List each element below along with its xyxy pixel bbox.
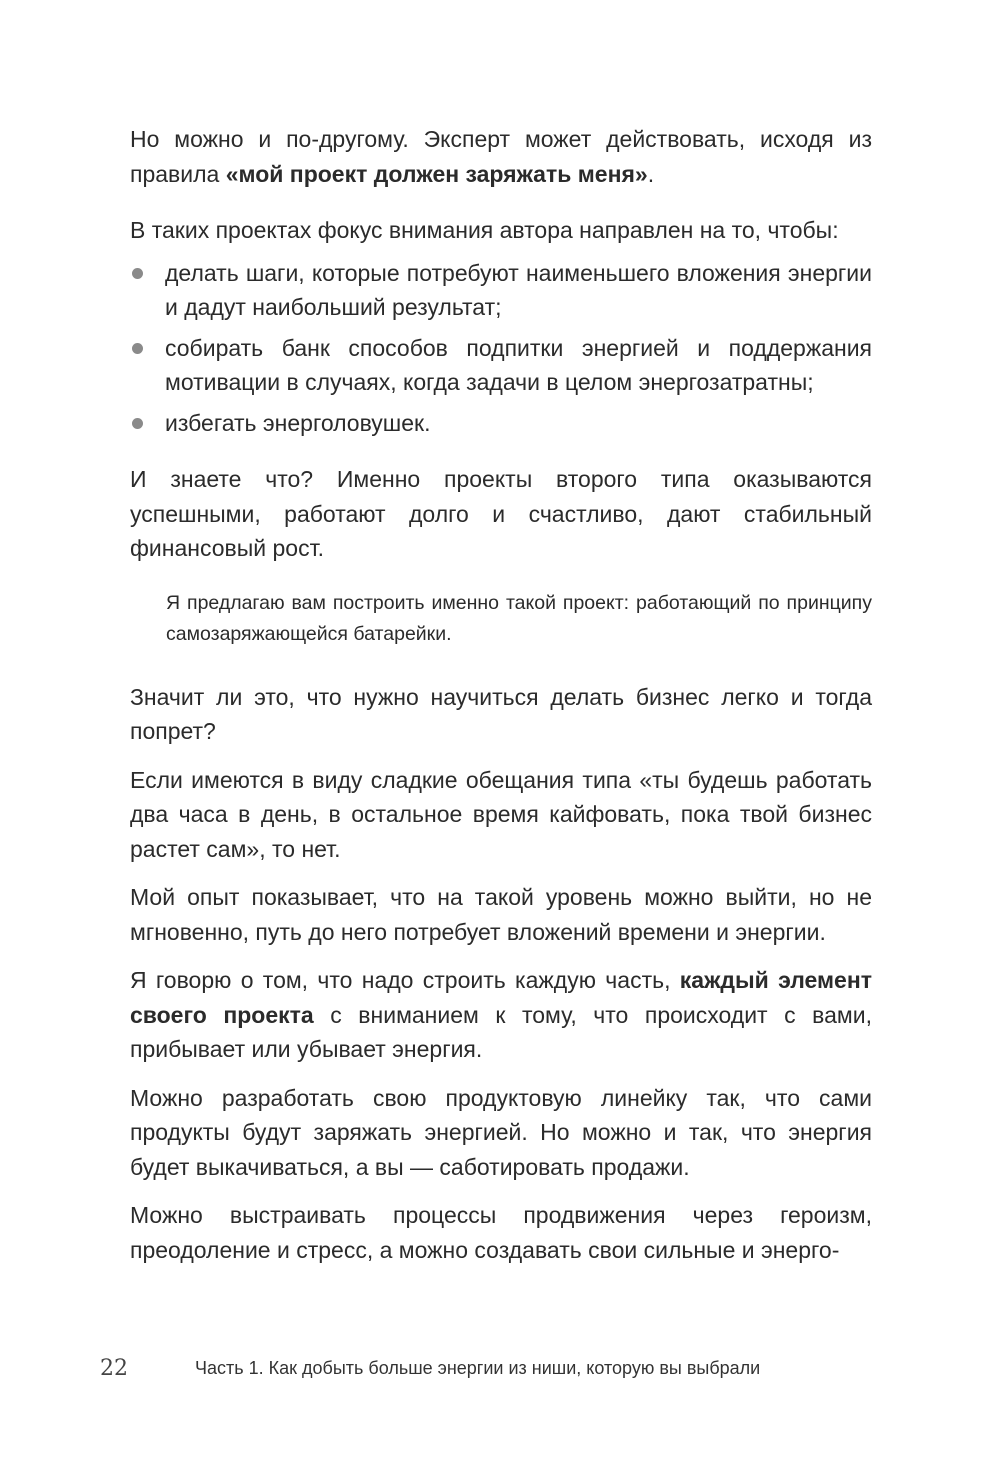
paragraph-1	[130, 122, 872, 191]
page-body	[130, 122, 872, 1281]
paragraph-1-text: Но можно и по-другому. Эксперт может действовать, исходя из правила	[130, 126, 872, 187]
paragraph-7-end: с вниманием к тому, что происходит с вами, прибывает или убывает энергия.	[130, 1001, 872, 1062]
bullet-list	[130, 256, 872, 441]
bullet-dot-icon	[132, 418, 143, 429]
list-item-text: собирать банк способов подпитки энергией и поддержания мотивации в случаях, когда задачи в целом энергозатратны;	[165, 334, 872, 395]
paragraph-4: Значит ли это, что нужно научиться делать бизнес легко и тогда попрет?	[130, 683, 872, 744]
paragraph-5: Если имеются в виду сладкие обещания типа «ты будешь работать два часа в день, в остальное время кайфовать, пока твой бизнес растет сам», то нет.	[130, 766, 872, 862]
running-head: Часть 1. Как добыть больше энергии из ниши, которую вы выбрали	[195, 1358, 761, 1378]
paragraph-2: В таких проектах фокус внимания автора направлен на то, чтобы:	[130, 217, 839, 243]
list-item-text: делать шаги, которые потребуют наименьшего вложения энергии и дадут наибольший результат;	[165, 259, 872, 320]
paragraph-8: Можно разработать свою продуктовую линейку так, что сами продукты будут заряжать энергией. Но можно и так, что энергия будет выкачиваться, а вы — саботировать продажи.	[130, 1084, 872, 1180]
paragraph-9: Можно выстраивать процессы продвижения через героизм, преодоление и стресс, а можно создавать свои сильные и энерго-	[130, 1202, 872, 1263]
list-item	[130, 331, 872, 400]
paragraph-1-bold: «мой проект должен заряжать меня»	[225, 160, 648, 187]
page-number: 22	[100, 1356, 128, 1381]
paragraph-6: Мой опыт показывает, что на такой уровень можно выйти, но не мгновенно, путь до него потребует вложений времени и энергии.	[130, 884, 872, 945]
bullet-dot-icon	[132, 343, 143, 354]
page-footer	[0, 1356, 1000, 1390]
highlight-quote: Я предлагаю вам построить именно такой проект: работающий по принципу самозаряжающейся батарейки.	[166, 591, 872, 645]
list-item-text: избегать энерголовушек.	[165, 409, 431, 436]
paragraph-7-text: Я говорю о том, что надо строить каждую часть,	[130, 967, 680, 993]
bullet-dot-icon	[132, 268, 143, 279]
paragraph-1-end: .	[647, 160, 655, 187]
list-item	[130, 256, 872, 325]
paragraph-3: И знаете что? Именно проекты второго типа оказываются успешными, работают долго и счастливо, дают стабильный финансовый рост.	[130, 466, 872, 561]
paragraph-7-bold: каждый элемент своего проекта	[130, 967, 872, 1028]
list-item	[130, 406, 872, 441]
paragraph-7	[130, 963, 872, 1067]
